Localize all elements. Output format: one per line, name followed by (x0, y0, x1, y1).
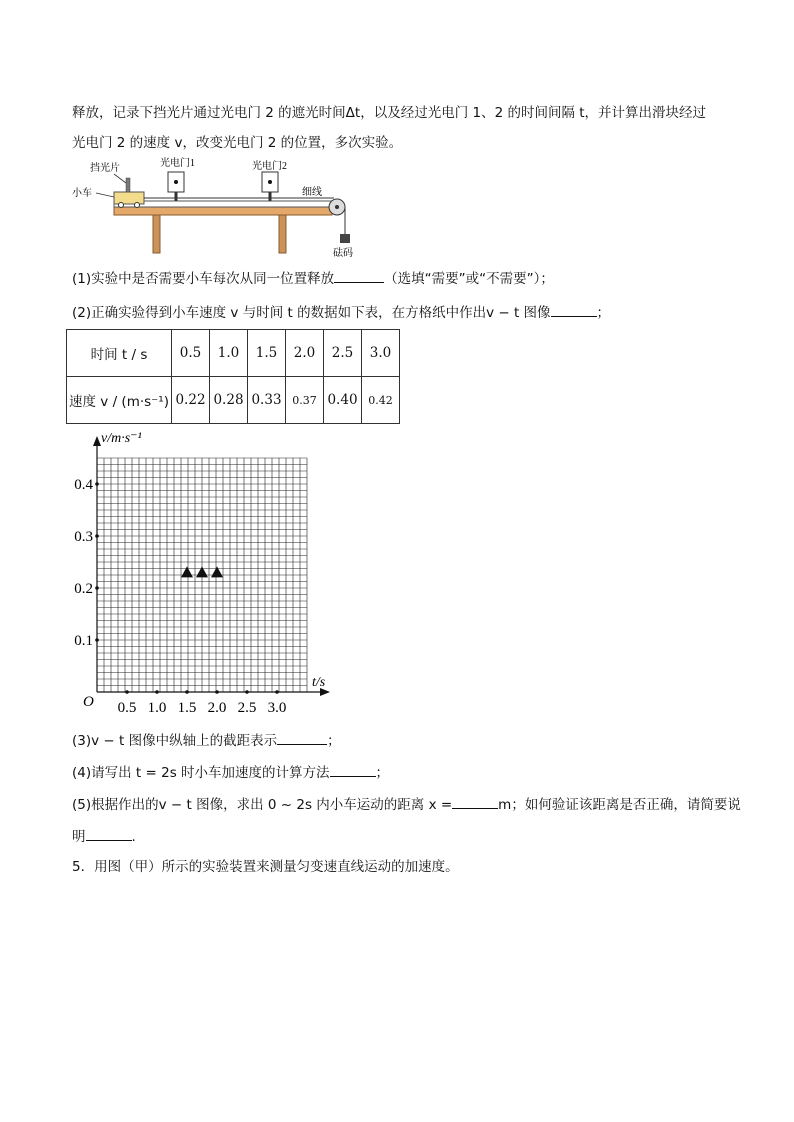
next-question: 5．用图（甲）所示的实验装置来测量匀变速直线运动的加速度。 (72, 859, 459, 875)
time-cell: 1.5 (248, 330, 286, 377)
speed-cell: 0.33 (248, 377, 286, 424)
origin-label: O (83, 694, 94, 710)
data-point-marker (181, 566, 193, 577)
label-string: 细线 (302, 187, 322, 198)
y-tick-dot (95, 534, 99, 538)
label-weight: 砝码 (333, 248, 353, 259)
time-header: 时间 t / s (67, 330, 172, 377)
x-tick-label: 1.5 (177, 700, 197, 716)
label-gate1: 光电门1 (160, 158, 195, 169)
intro-line-1: 释放，记录下挡光片通过光电门 2 的遮光时间Δt，以及经过光电门 1、2 的时间间隔 t，并计算出滑块经过 (72, 105, 707, 121)
q3-prefix: (3)v − t 图像中纵轴上的截距表示 (72, 733, 278, 749)
q1-prefix: (1)实验中是否需要小车每次从同一位置释放 (72, 271, 335, 287)
apparatus-diagram (62, 155, 362, 265)
q2-suffix: ； (596, 305, 611, 321)
x-tick-dot (125, 690, 129, 694)
data-table (66, 329, 400, 424)
y-tick-dot (95, 638, 99, 642)
table-row (67, 377, 400, 424)
q5-distance-blank[interactable] (452, 794, 498, 809)
x-tick-label: 0.5 (117, 700, 137, 716)
x-tick-label: 2.0 (207, 700, 227, 716)
q3-answer-blank[interactable] (277, 730, 327, 745)
x-axis-title: t/s (312, 675, 326, 690)
speed-cell: 0.28 (210, 377, 248, 424)
speed-cell: 0.40 (324, 377, 362, 424)
q2-answer-blank[interactable] (551, 302, 597, 317)
x-tick-label: 2.5 (237, 700, 257, 716)
q1-answer-blank[interactable] (334, 268, 384, 283)
q2-prefix: (2)正确实验得到小车速度 v 与时间 t 的数据如下表，在方格纸中作出v − t 图像 (72, 305, 551, 321)
q5-method-blank[interactable] (86, 826, 132, 841)
table-row (67, 330, 400, 377)
q3-suffix: ； (327, 733, 341, 749)
x-tick-dot (245, 690, 249, 694)
y-tick-dot (95, 482, 99, 486)
question-5-line-2 (72, 826, 136, 847)
vt-chart (66, 430, 366, 720)
label-car: 小车 (72, 188, 92, 199)
x-tick-dot (155, 690, 159, 694)
y-axis-title: v/m·s⁻¹ (101, 431, 142, 446)
y-axis-arrow (93, 436, 101, 446)
q4-suffix: ； (375, 765, 390, 781)
x-tick-dot (275, 690, 279, 694)
q5-prefix: (5)根据作出的v − t 图像，求出 0 ~ 2s 内小车运动的距离 x = (72, 797, 453, 813)
x-tick-label: 3.0 (267, 700, 287, 716)
q4-prefix: (4)请写出 t = 2s 时小车加速度的计算方法 (72, 765, 330, 781)
q5-line2-prefix: 明 (72, 829, 86, 845)
y-tick-dot (95, 586, 99, 590)
label-shutter: 挡光片 (90, 163, 120, 174)
time-cell: 2.0 (286, 330, 324, 377)
x-tick-dot (185, 690, 189, 694)
speed-cell: 0.22 (172, 377, 210, 424)
x-tick-label: 1.0 (147, 700, 167, 716)
label-gate2: 光电门2 (252, 161, 287, 172)
question-2 (72, 302, 610, 323)
time-cell: 1.0 (210, 330, 248, 377)
speed-cell: 0.42 (362, 377, 400, 424)
y-tick-label: 0.4 (74, 477, 93, 493)
speed-cell: 0.37 (286, 377, 324, 424)
data-point-marker (196, 566, 208, 577)
time-cell: 0.5 (172, 330, 210, 377)
data-point-marker (211, 566, 223, 577)
q5-line2-suffix: . (131, 829, 136, 845)
question-4 (72, 762, 389, 783)
x-tick-dot (215, 690, 219, 694)
q5-suffix: m；如何验证该距离是否正确，请简要说 (498, 797, 741, 813)
speed-header: 速度 v / (m·s⁻¹) (67, 377, 172, 424)
question-1 (72, 268, 554, 289)
time-cell: 3.0 (362, 330, 400, 377)
y-tick-label: 0.2 (74, 581, 93, 597)
time-cell: 2.5 (324, 330, 362, 377)
intro-line-2: 光电门 2 的速度 v，改变光电门 2 的位置，多次实验。 (72, 135, 403, 151)
question-5-line-1 (72, 794, 741, 815)
q1-suffix: （选填“需要”或“不需要”）； (384, 271, 554, 287)
y-tick-label: 0.3 (74, 529, 93, 545)
y-tick-label: 0.1 (74, 633, 93, 649)
question-3 (72, 730, 341, 751)
q4-answer-blank[interactable] (330, 762, 376, 777)
